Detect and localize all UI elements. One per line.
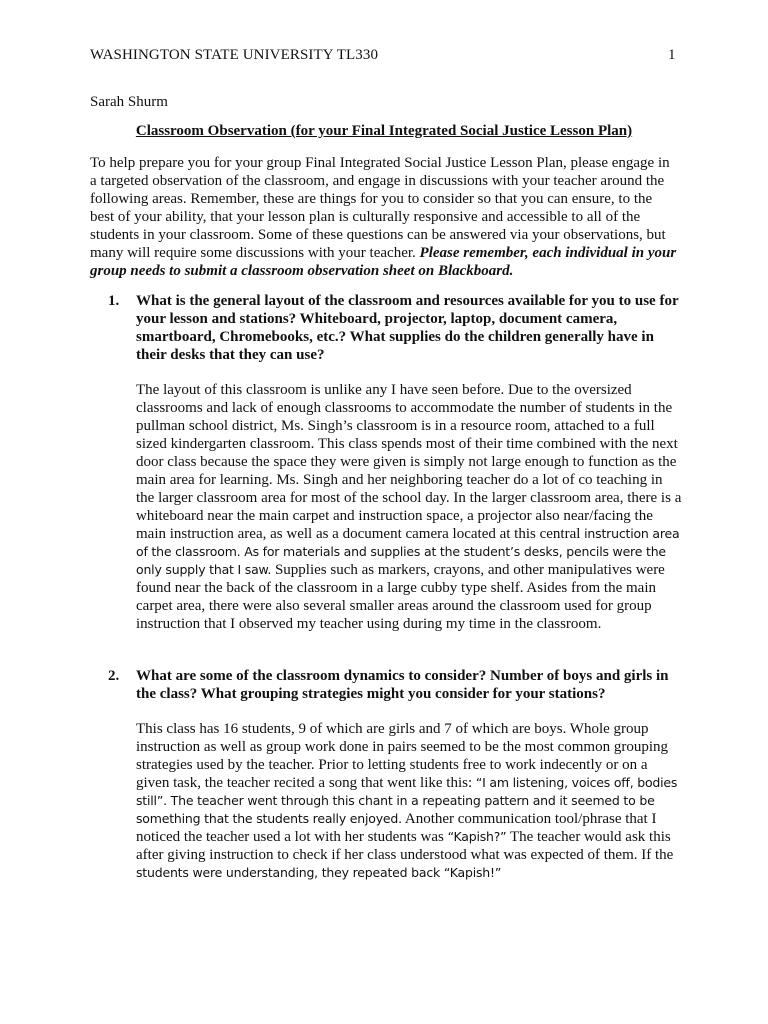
question-2	[108, 667, 688, 703]
question-number: 1.	[108, 293, 120, 309]
question-1	[108, 292, 688, 364]
intro-emphasis: Please remember, each individual in your group needs to submit a classroom observation sheet on Blackboard.	[90, 245, 677, 279]
answer-text: instruction area of the classroom. As for materials and supplies at the student’s desks, pencils were the only supply that I saw.	[136, 526, 680, 577]
answer-2	[136, 720, 684, 882]
answer-text: students were understanding, they repeated back “Kapish!”	[136, 865, 502, 880]
intro-paragraph	[90, 154, 680, 280]
question-number: 2.	[108, 668, 120, 684]
running-header: WASHINGTON STATE UNIVERSITY TL330	[90, 47, 379, 63]
answer-text: The teacher would ask this after giving instruction to check if her class understood what was expected of them. If the	[136, 829, 674, 863]
answer-1	[136, 381, 684, 633]
answer-text: Supplies such as markers, crayons, and other manipulatives were found near the back of the classroom in a large cubby type shelf. Asides from the main carpet area, there were also several smaller areas around the classroom used for group instruction that I observed my teacher using during my time in the classroom.	[136, 562, 665, 632]
document-title: Classroom Observation (for your Final Integrated Social Justice Lesson Plan)	[135, 123, 633, 139]
question-text: What is the general layout of the classroom and resources available for you to use for your lesson and stations? Whiteboard, projector, laptop, document camera, smartboard, Chromebooks, etc.? What supplies do the children generally have in their desks that they can use?	[136, 293, 679, 363]
answer-text: “Kapish?”	[447, 829, 507, 844]
answer-text: The layout of this classroom is unlike any I have seen before. Due to the oversized classrooms and lack of enough classrooms to accommodate the number of students in the pullman school district, Ms. Singh’s classroom is in a resource room, attached to a full sized kindergarten classroom. This class spends most of their time combined with the next door class because the space they were given is simply not large enough to function as the main area for learning. Ms. Singh and her neighboring teacher do a lot of co teaching in the larger classroom area for most of the school day. In the larger classroom area, there is a whiteboard near the main carpet and instruction space, a projector also near/facing the main instruction area, as well as a document camera located at this central	[136, 382, 682, 542]
page-number: 1	[668, 47, 676, 63]
question-text: What are some of the classroom dynamics to consider? Number of boys and girls in the class? What grouping strategies might you consider for your stations?	[136, 668, 669, 702]
answer-text: “I am listening, voices off, bodies still”. The teacher went through this chant in a repeating pattern and it seemed to be something that the students really enjoyed.	[136, 775, 678, 826]
intro-text: To help prepare you for your group Final Integrated Social Justice Lesson Plan, please engage in a targeted observation of the classroom, and engage in discussions with your teacher around the following areas. Remember, these are things for you to consider so that you can ensure, to the best of your ability, that your lesson plan is culturally responsive and accessible to all of the students in your classroom. Some of these questions can be answered via your observations, but many will require some discussions with your teacher.	[90, 155, 670, 261]
answer-text: This class has 16 students, 9 of which are girls and 7 of which are boys. Whole group instruction as well as group work done in pairs seemed to be the most common grouping strategies used by the teacher. Prior to letting students free to work indecently or on a given task, the teacher recited a song that went like this:	[136, 721, 668, 791]
author-name: Sarah Shurm	[90, 94, 168, 110]
answer-text: Another communication tool/phrase that I noticed the teacher used a lot with her students was	[136, 811, 657, 845]
